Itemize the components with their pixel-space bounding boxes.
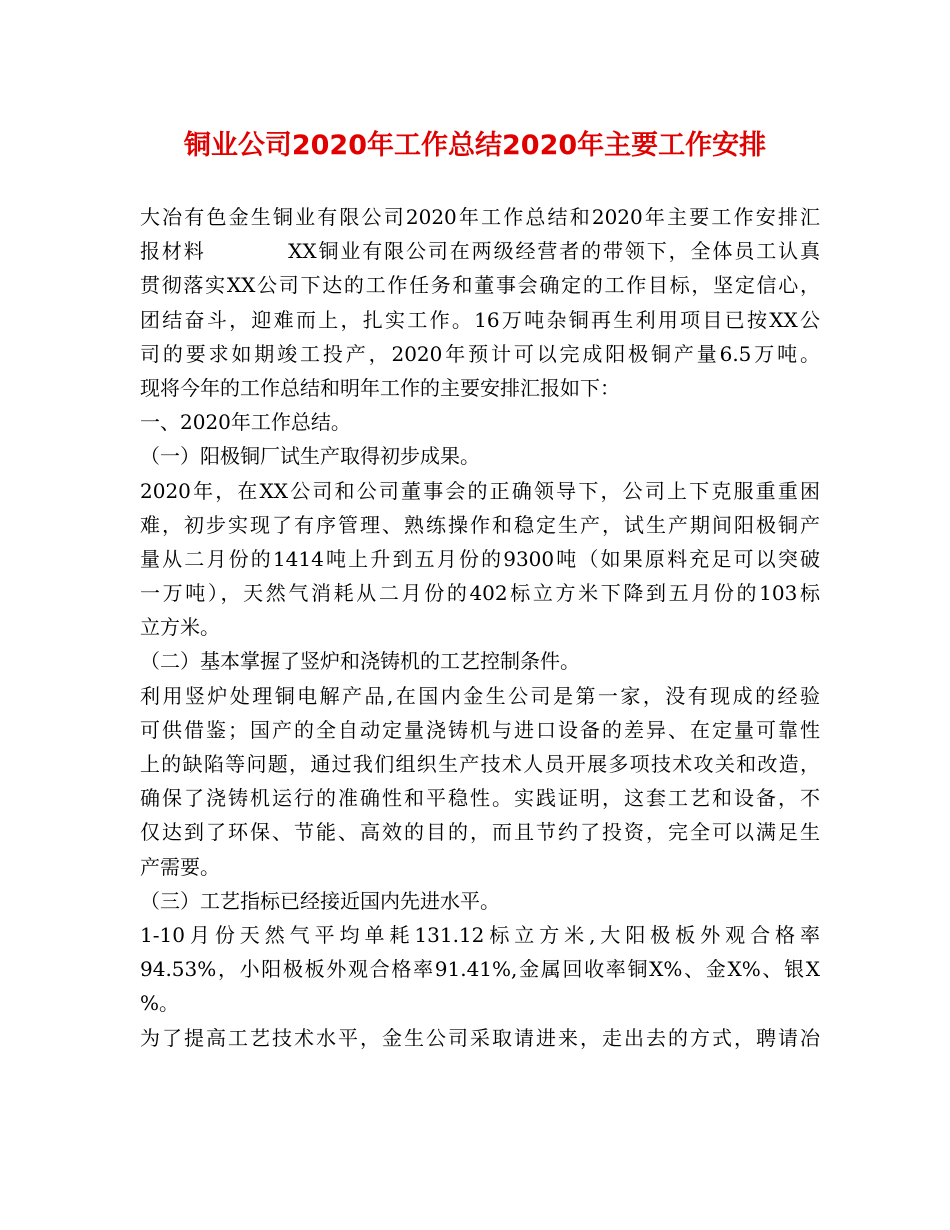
document-title: 铜业公司2020年工作总结2020年主要工作安排 bbox=[183, 130, 767, 161]
body-line: 94.53%，小阳极板外观合格率91.41%,金属回收率铜X%、金X%、银X bbox=[140, 957, 820, 982]
body-line: 上的缺陷等问题，通过我们组织生产技术人员开展多项技术攻关和改造， bbox=[140, 752, 820, 776]
body-line: 大冶有色金生铜业有限公司2020年工作总结和2020年主要工作安排汇 bbox=[140, 205, 820, 229]
subsection-heading: （二）基本掌握了竖炉和浇铸机的工艺控制条件。 bbox=[140, 649, 580, 674]
body-line: 团结奋斗，迎难而上，扎实工作。16万吨杂铜再生利用项目已按XX公 bbox=[140, 307, 820, 332]
subsection-heading: （一）阳极铜厂试生产取得初步成果。 bbox=[140, 444, 480, 469]
section-heading: 一、2020年工作总结。 bbox=[140, 410, 351, 435]
body-line: 确保了浇铸机运行的准确性和平稳性。实践证明，这套工艺和设备，不 bbox=[140, 786, 820, 811]
subsection-heading: （三）工艺指标已经接近国内先进水平。 bbox=[140, 888, 500, 913]
body-line: 1-10月份天然气平均单耗131.12标立方米,大阳极板外观合格率 bbox=[140, 922, 820, 947]
body-line: 利用竖炉处理铜电解产品,在国内金生公司是第一家，没有现成的经验 bbox=[140, 683, 820, 708]
body-line: 现将今年的工作总结和明年工作的主要安排汇报如下： bbox=[140, 375, 620, 400]
body-line: 量从二月份的1414吨上升到五月份的9300吨（如果原料充足可以突破 bbox=[140, 546, 820, 571]
body-line: 2020年，在XX公司和公司董事会的正确领导下，公司上下克服重重困 bbox=[140, 478, 820, 503]
body-line: 仅达到了环保、节能、高效的目的，而且节约了投资，完全可以满足生 bbox=[140, 820, 820, 845]
body-line: 为了提高工艺技术水平，金生公司采取请进来，走出去的方式，聘请冶 bbox=[140, 1025, 820, 1050]
body-line: 司的要求如期竣工投产，2020年预计可以完成阳极铜产量6.5万吨。 bbox=[140, 341, 820, 366]
body-line: 一万吨），天然气消耗从二月份的402标立方米下降到五月份的103标 bbox=[140, 581, 820, 606]
body-line: %。 bbox=[140, 991, 180, 1016]
body-line: 产需要。 bbox=[140, 854, 220, 879]
body-line: 报材料 XX铜业有限公司在两级经营者的带领下，全体员工认真 bbox=[140, 239, 820, 264]
body-line: 难，初步实现了有序管理、熟练操作和稳定生产，试生产期间阳极铜产 bbox=[140, 512, 820, 537]
document-body bbox=[140, 200, 820, 1055]
body-line: 贯彻落实XX公司下达的工作任务和董事会确定的工作目标，坚定信心， bbox=[140, 273, 820, 298]
body-line: 立方米。 bbox=[140, 615, 220, 640]
body-line: 可供借鉴；国产的全自动定量浇铸机与进口设备的差异、在定量可靠性 bbox=[140, 717, 820, 742]
